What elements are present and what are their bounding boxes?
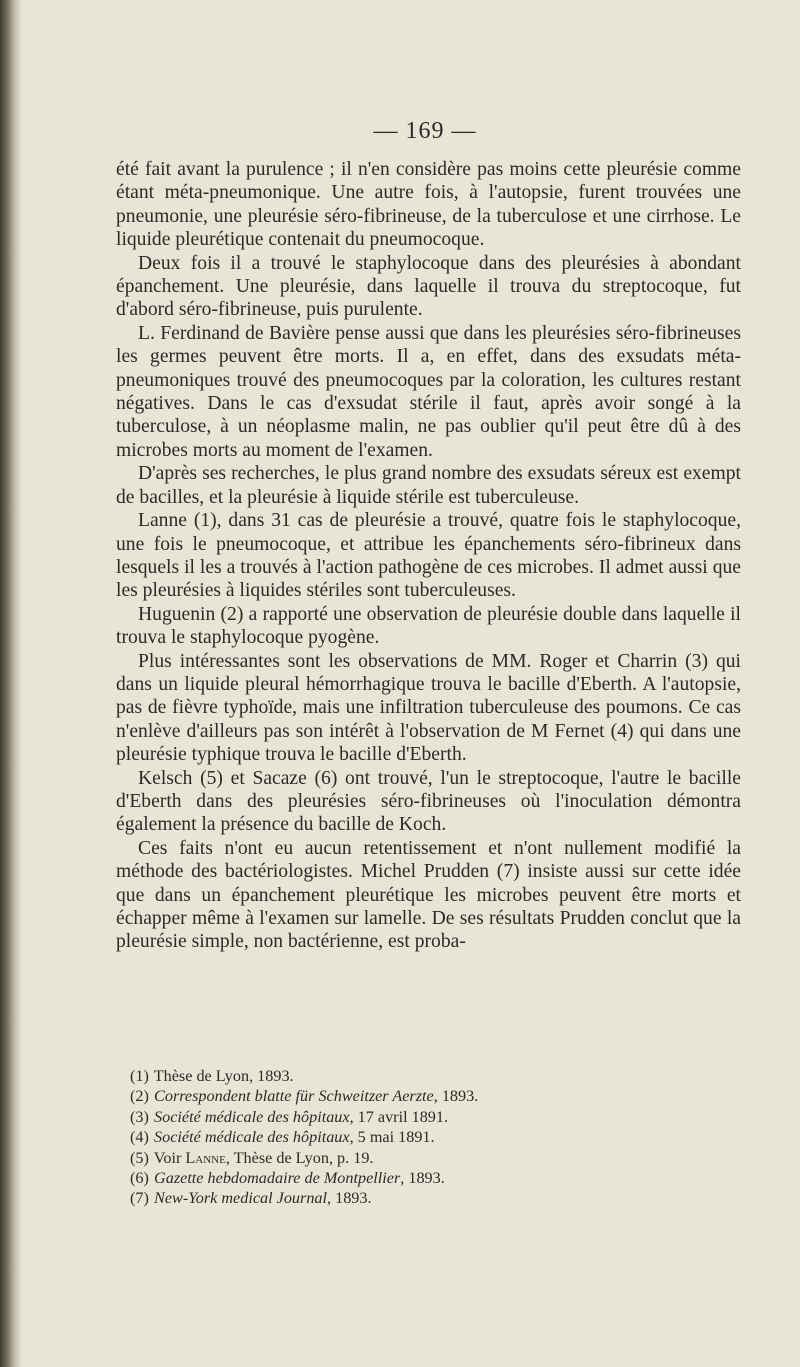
footnote-text: Thèse de Lyon, 1893. [153,1067,294,1085]
footnote-details: , 5 mai 1891. [349,1128,435,1147]
footnote-details: , 1893. [400,1169,445,1188]
paragraph-6: Huguenin (2) a rapporté une observation de pleurésie double dans laquelle il trouva le staphylocoque pyogène. [116,603,741,649]
footnote-source: New-York medical Journal [154,1189,328,1208]
page-number: — 169 — [373,118,477,144]
paragraph-1: été fait avant la purulence ; il n'en considère pas moins cette pleurésie comme étant méta-pneumonique. Une autre fois, à l'autopsie, furent trouvées une pneumonie, une pleurésie séro-fibrineuse, de la tuberculose et une cirrhose. Le liquide pleurétique contenait du pneumocoque. [116,159,741,251]
footnote-4 [130,1127,710,1147]
footnote-3 [130,1107,710,1127]
footnotes [130,1066,710,1209]
footnote-2 [130,1086,710,1106]
footnote-1 [130,1066,710,1086]
footnote-6 [130,1168,710,1188]
paragraph-5: Lanne (1), dans 31 cas de pleurésie a trouvé, quatre fois le staphylocoque, une fois le pneumocoque, et attribue les épanchements séro-fibrineux dans lesquels il les a trouvés à l'action pathogène de ces microbes. Il admet aussi que les pleurésies à liquides stériles sont tuberculeuses. [116,510,741,602]
footnote-number: (7) [130,1189,149,1208]
footnote-number: (6) [130,1169,149,1188]
footnote-number: (3) [130,1107,149,1126]
footnote-number: (4) [130,1128,149,1147]
footnote-details: , Thèse de Lyon, p. 19. [225,1148,374,1167]
paragraph-7: Plus intéressantes sont les observations de MM. Roger et Charrin (3) qui dans un liquide pleural hémorrhagique trouva le bacille d'Eberth. A l'autopsie, pas de fièvre typhoïde, mais une infiltration tuberculeuse des poumons. Ce cas n'enlève d'ailleurs pas son intérêt à l'observation de M Fernet (4) qui dans une pleurésie typhique trouva le bacille d'Eberth. [116,650,741,766]
paragraph-8: Kelsch (5) et Sacaze (6) ont trouvé, l'un le streptocoque, l'autre le bacille d'Eberth dans des pleurésies séro-fibrineuses où l'inoculation démontra également la présence du bacille de Koch. [116,767,741,836]
footnote-number: (5) [130,1148,149,1167]
footnote-source: Correspondent blatte für Schweitzer Aerzte [154,1087,434,1106]
footnote-number: (1) [130,1067,149,1085]
footnote-details: , 17 avril 1891. [349,1107,449,1126]
paragraph-4: D'après ses recherches, le plus grand nombre des exsudats séreux est exempt de bacilles, et la pleurésie à liquide stérile est tuberculeuse. [116,463,741,508]
paragraph-2: Deux fois il a trouvé le staphylocoque dans des pleurésies à abondant épanchement. Une pleurésie, dans laquelle il trouva du streptocoque, fut d'abord séro-fibrineuse, puis purulente. [116,252,741,321]
body-text [116,158,741,954]
footnote-author: Lanne [185,1148,226,1167]
footnote-details: , 1893. [433,1087,479,1106]
footnote-details: , 1893. [327,1189,372,1208]
footnote-7 [130,1188,710,1208]
paragraph-3: L. Ferdinand de Bavière pense aussi que dans les pleurésies séro-fibrineuses les germes peuvent être morts. Il a, en effet, dans des exsudats méta-pneumoniques trouvé des pneumocoques par la coloration, les cultures restant négatives. Dans le cas d'exsudat stérile il faut, après avoir songé à la tuberculose, à un néoplasme malin, ne pas oublier qu'il peut être dû à des microbes morts au moment de l'examen. [116,322,741,461]
footnote-number: (2) [130,1087,149,1106]
footnote-source: Société médicale des hôpitaux [154,1128,350,1147]
paragraph-9: Ces faits n'ont eu aucun retentissement et n'ont nullement modifié la méthode des bactériologistes. Michel Prudden (7) insiste aussi sur cette idée que dans un épanchement pleurétique les microbes peuvent être morts et échapper même à l'examen sur lamelle. De ses résultats Prudden conclut que la pleurésie simple, non bactérienne, est proba- [116,837,741,953]
footnote-5 [130,1148,710,1168]
footnote-source: Gazette hebdomadaire de Montpellier [154,1169,401,1188]
footnote-prefix: Voir [153,1148,186,1167]
footnote-source: Société médicale des hôpitaux [154,1107,350,1126]
